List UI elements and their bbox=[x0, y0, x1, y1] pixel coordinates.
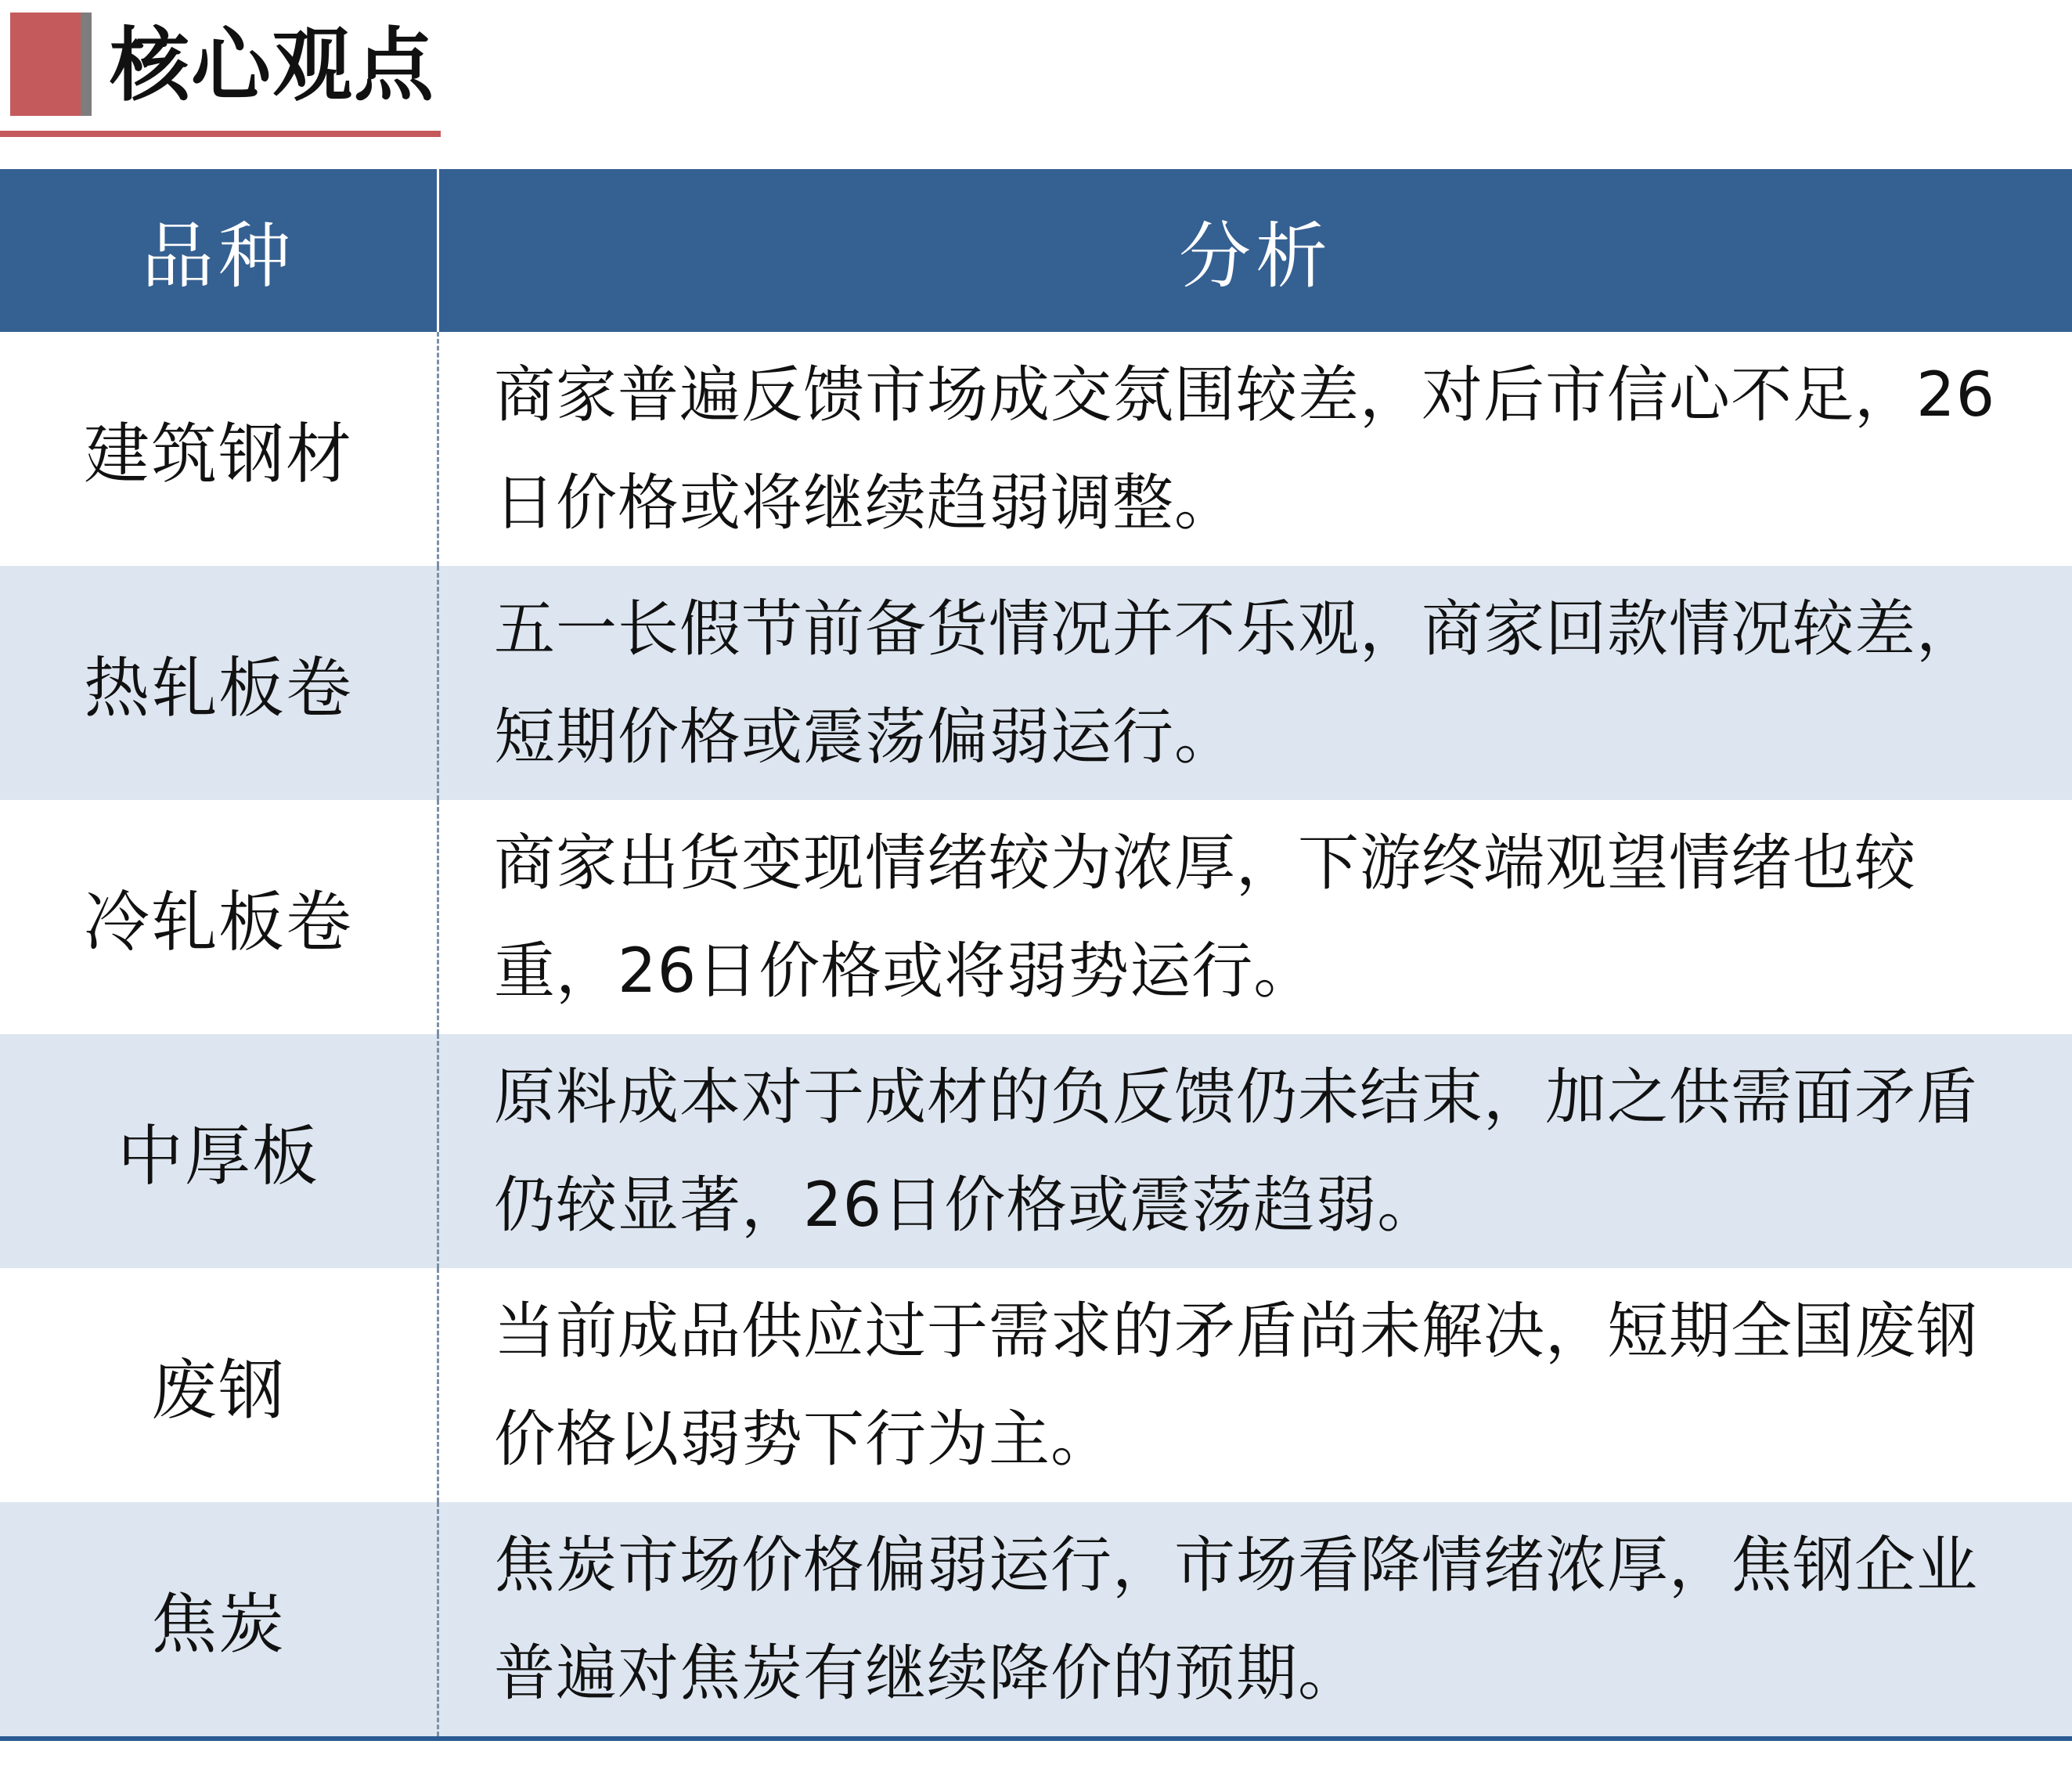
title-marker-block bbox=[10, 13, 92, 116]
row-analysis bbox=[439, 566, 2072, 800]
row-analysis-text: 当前成品供应过于需求的矛盾尚未解决，短期全国废钢价格以弱势下行为主。 bbox=[494, 1296, 1979, 1475]
table-row bbox=[0, 332, 2072, 566]
row-analysis bbox=[439, 1502, 2072, 1736]
row-analysis-text: 商家普遍反馈市场成交氛围较差，对后市信心不足，26日价格或将继续趋弱调整。 bbox=[494, 359, 1996, 539]
header-category: 品种 bbox=[0, 169, 439, 332]
table-row bbox=[0, 566, 2072, 800]
table-row bbox=[0, 800, 2072, 1034]
row-category: 建筑钢材 bbox=[0, 332, 439, 566]
section-title-bar bbox=[0, 0, 442, 142]
table-row bbox=[0, 1034, 2072, 1268]
table-row bbox=[0, 1268, 2072, 1502]
page-title: 核心观点 bbox=[110, 20, 435, 113]
row-category: 热轧板卷 bbox=[0, 566, 439, 800]
row-category: 废钢 bbox=[0, 1268, 439, 1502]
analysis-table bbox=[0, 169, 2072, 1741]
row-analysis-text: 五一长假节前备货情况并不乐观，商家回款情况较差，短期价格或震荡偏弱运行。 bbox=[494, 593, 1979, 773]
row-analysis bbox=[439, 1268, 2072, 1502]
row-analysis-text: 原料成本对于成材的负反馈仍未结束，加之供需面矛盾仍较显著，26日价格或震荡趋弱。 bbox=[494, 1061, 1979, 1241]
row-analysis bbox=[439, 332, 2072, 566]
title-underline bbox=[0, 131, 441, 137]
row-analysis bbox=[439, 800, 2072, 1034]
row-category: 冷轧板卷 bbox=[0, 800, 439, 1034]
row-analysis-text: 焦炭市场价格偏弱运行，市场看降情绪浓厚，焦钢企业普遍对焦炭有继续降价的预期。 bbox=[494, 1530, 1979, 1709]
row-category: 中厚板 bbox=[0, 1034, 439, 1268]
row-analysis bbox=[439, 1034, 2072, 1268]
row-category: 焦炭 bbox=[0, 1502, 439, 1736]
row-analysis-text: 商家出货变现情绪较为浓厚，下游终端观望情绪也较重，26日价格或将弱势运行。 bbox=[494, 827, 1917, 1007]
table-row bbox=[0, 1502, 2072, 1736]
table-header-row bbox=[0, 169, 2072, 332]
header-analysis: 分析 bbox=[1178, 214, 1332, 298]
